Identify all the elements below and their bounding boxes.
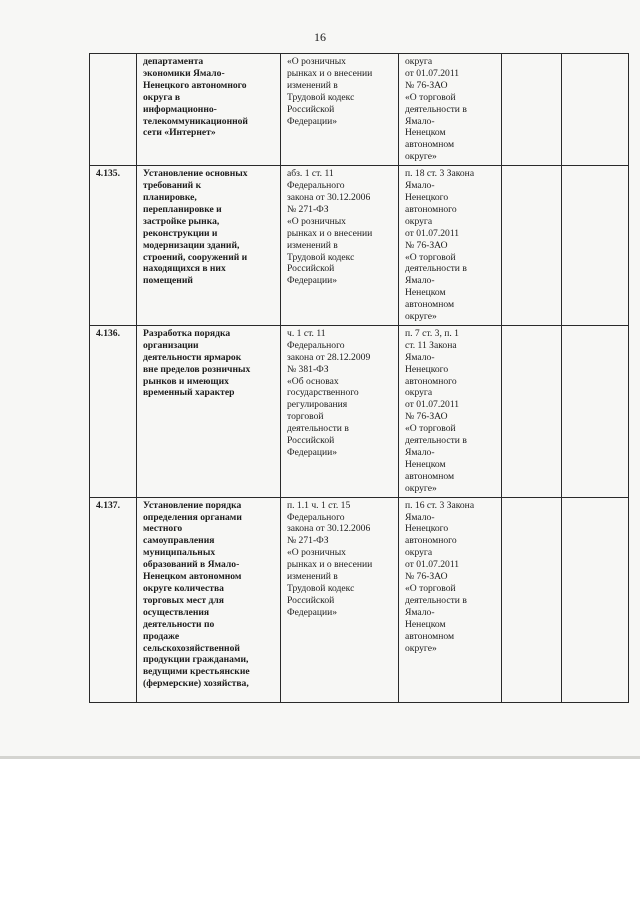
regional-law-cell: п. 16 ст. 3 Закона Ямало- Ненецкого автономного округа от 01.07.2011 № 76-ЗАО «О торговой деятельности в Ямало- Ненецком автономном округе» [399, 497, 502, 702]
authority-description-cell: Установление порядка определения органами местного самоуправления муниципальных образований в Ямало- Ненецком автономном округе количества торговых мест для осуществления деятельности по продаже сельскохозяйственной продукции гражданами, ведущими крестьянские (фермерские) хозяйства, [137, 497, 281, 702]
table-row [90, 325, 629, 497]
page-number: 16 [314, 30, 326, 44]
regional-law-cell: округа от 01.07.2011 № 76-ЗАО «О торговой деятельности в Ямало- Ненецком автономном округе» [399, 54, 502, 166]
regional-law-cell: п. 7 ст. 3, п. 1 ст. 11 Закона Ямало- Ненецкого автономного округа от 01.07.2011 № 76-ЗАО «О торговой деятельности в Ямало- Ненецком автономном округе» [399, 325, 502, 497]
regulation-table [89, 53, 629, 703]
authority-description-cell: Установление основных требований к планировке, перепланировке и застройке рынка, реконструкции и модернизации зданий, строений, сооружений и находящихся в них помещений [137, 166, 281, 326]
empty-cell [562, 166, 629, 326]
row-number-cell: 4.136. [90, 325, 137, 497]
empty-cell [502, 497, 562, 702]
table-row [90, 166, 629, 326]
empty-cell [502, 54, 562, 166]
empty-cell [562, 325, 629, 497]
federal-law-cell: абз. 1 ст. 11 Федерального закона от 30.12.2006 № 271-ФЗ «О розничных рынках и о внесении изменений в Трудовой кодекс Российской Федерации» [281, 166, 399, 326]
row-number-cell: 4.135. [90, 166, 137, 326]
scan-bottom-edge [0, 756, 640, 759]
regional-law-cell: п. 18 ст. 3 Закона Ямало- Ненецкого автономного округа от 01.07.2011 № 76-ЗАО «О торговой деятельности в Ямало- Ненецком автономном округе» [399, 166, 502, 326]
authority-description-cell: департамента экономики Ямало- Ненецкого автономного округа в информационно- телекоммуникационной сети «Интернет» [137, 54, 281, 166]
authority-description-cell: Разработка порядка организации деятельности ярмарок вне пределов розничных рынков и имеющих временный характер [137, 325, 281, 497]
federal-law-cell: ч. 1 ст. 11 Федерального закона от 28.12.2009 № 381-ФЗ «Об основах государственного регулирования торговой деятельности в Российской Федерации» [281, 325, 399, 497]
federal-law-cell: «О розничных рынках и о внесении изменений в Трудовой кодекс Российской Федерации» [281, 54, 399, 166]
row-number-cell [90, 54, 137, 166]
table-row [90, 497, 629, 702]
table-row [90, 54, 629, 166]
row-number-cell: 4.137. [90, 497, 137, 702]
federal-law-cell: п. 1.1 ч. 1 ст. 15 Федерального закона от 30.12.2006 № 271-ФЗ «О розничных рынках и о внесении изменений в Трудовой кодекс Российской Федерации» [281, 497, 399, 702]
empty-cell [562, 497, 629, 702]
empty-cell [502, 325, 562, 497]
empty-cell [502, 166, 562, 326]
empty-cell [562, 54, 629, 166]
